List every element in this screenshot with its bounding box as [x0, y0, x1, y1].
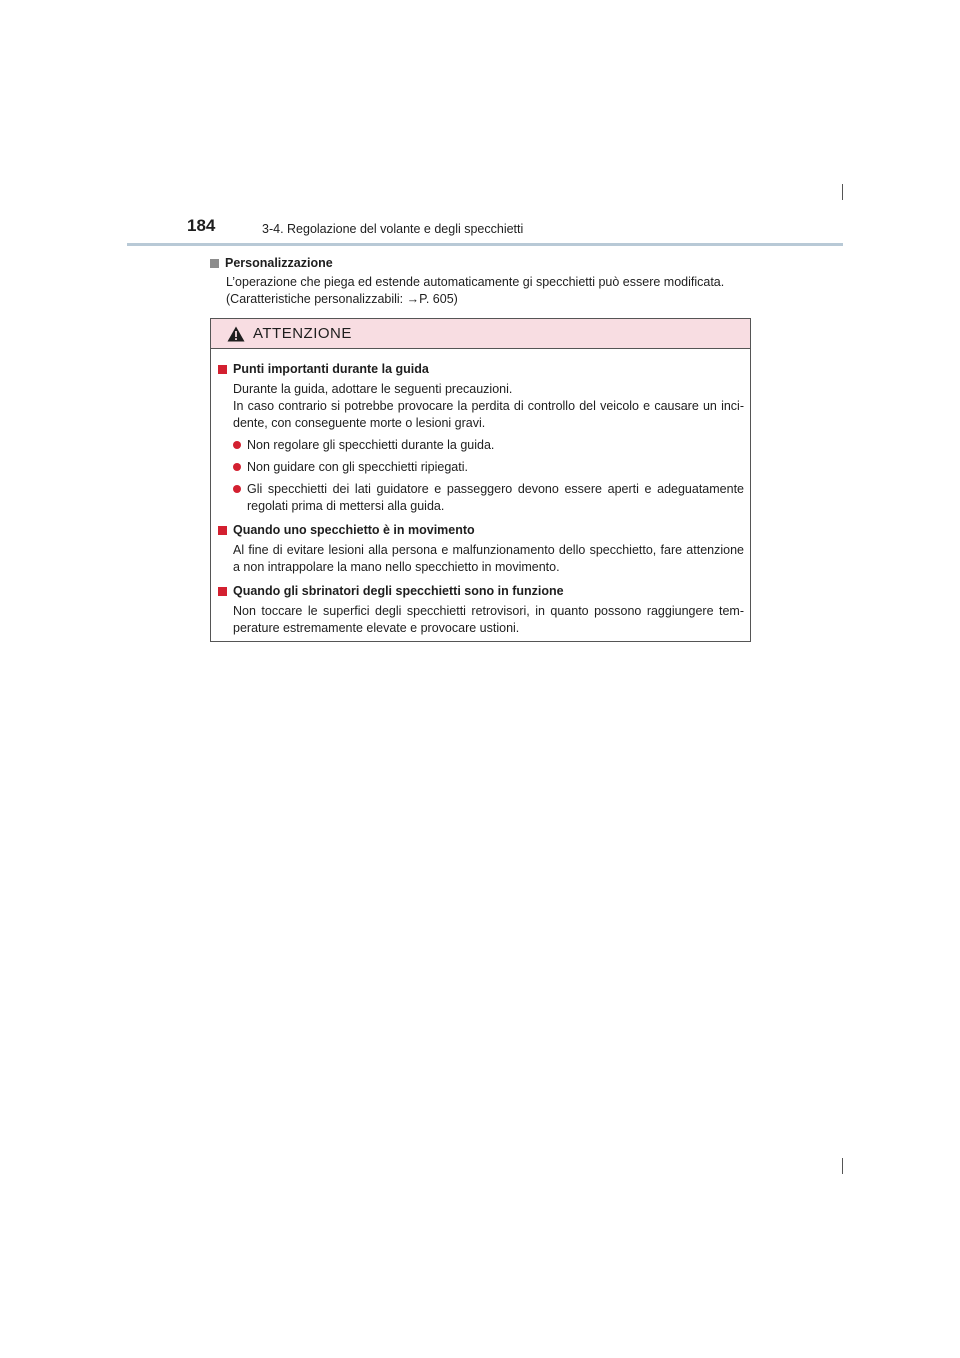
square-bullet-icon	[218, 526, 227, 535]
personalization-heading-text: Personalizzazione	[225, 256, 333, 270]
header-rule	[127, 243, 843, 246]
caution-heading-text: Punti importanti durante la guida	[233, 362, 429, 376]
caution-paragraph: Non toccare le superfici degli specchietti retrovisori, in quanto possono raggiungere tem-perature estremamente elevate e provocare ustioni.	[233, 604, 744, 635]
page-header	[127, 212, 843, 246]
caution-bullet	[233, 459, 744, 476]
caution-body	[211, 349, 750, 637]
personalization-topic	[210, 256, 770, 308]
caution-heading	[218, 361, 744, 378]
caution-bullet-text: Non guidare con gli specchietti ripiegati.	[247, 460, 468, 474]
round-bullet-icon	[233, 463, 241, 471]
personalization-line: L’operazione che piega ed estende automaticamente gi specchietti può essere modificata.	[226, 275, 725, 289]
caution-box	[210, 318, 751, 642]
caution-heading-text: Quando gli sbrinatori degli specchietti sono in funzione	[233, 584, 564, 598]
personalization-reference: (Caratteristiche personalizzabili: →P. 605)	[226, 292, 458, 306]
page-number: 184	[187, 216, 216, 235]
caution-header	[211, 319, 750, 349]
caution-bullet	[233, 437, 744, 454]
caution-bullet	[233, 481, 744, 515]
caution-section-driving	[218, 361, 744, 515]
caution-heading-text: Quando uno specchietto è in movimento	[233, 523, 475, 537]
personalization-text	[226, 274, 770, 308]
caution-paragraph: In caso contrario si potrebbe provocare la perdita di controllo del veicolo e causare un inci-dente, con conseguente morte o lesioni gravi.	[233, 399, 744, 430]
square-bullet-icon	[218, 365, 227, 374]
caution-bullet-text: Non regolare gli specchietti durante la guida.	[247, 438, 495, 452]
caution-section-defrosters	[218, 583, 744, 637]
crop-mark-top	[842, 184, 843, 200]
caution-heading	[218, 522, 744, 539]
caution-paragraph: Al fine di evitare lesioni alla persona e malfunzionamento dello specchietto, fare attenzione a non intrappolare la mano nello specchietto in movimento.	[233, 543, 744, 574]
caution-paragraph: Durante la guida, adottare le seguenti precauzioni.	[233, 382, 513, 396]
square-bullet-icon	[218, 587, 227, 596]
caution-section-moving-mirror	[218, 522, 744, 576]
crop-mark-bottom	[842, 1158, 843, 1174]
section-title: 3-4. Regolazione del volante e degli specchietti	[262, 222, 524, 236]
square-bullet-icon	[210, 259, 219, 268]
warning-triangle-icon	[227, 326, 245, 342]
caution-bullet-text: Gli specchietti dei lati guidatore e passeggero devono essere aperti e adeguatamente regolati prima di mettersi alla guida.	[247, 482, 744, 513]
caution-title: ATTENZIONE	[253, 325, 352, 342]
round-bullet-icon	[233, 485, 241, 493]
caution-heading	[218, 583, 744, 600]
personalization-heading	[210, 256, 770, 270]
round-bullet-icon	[233, 441, 241, 449]
